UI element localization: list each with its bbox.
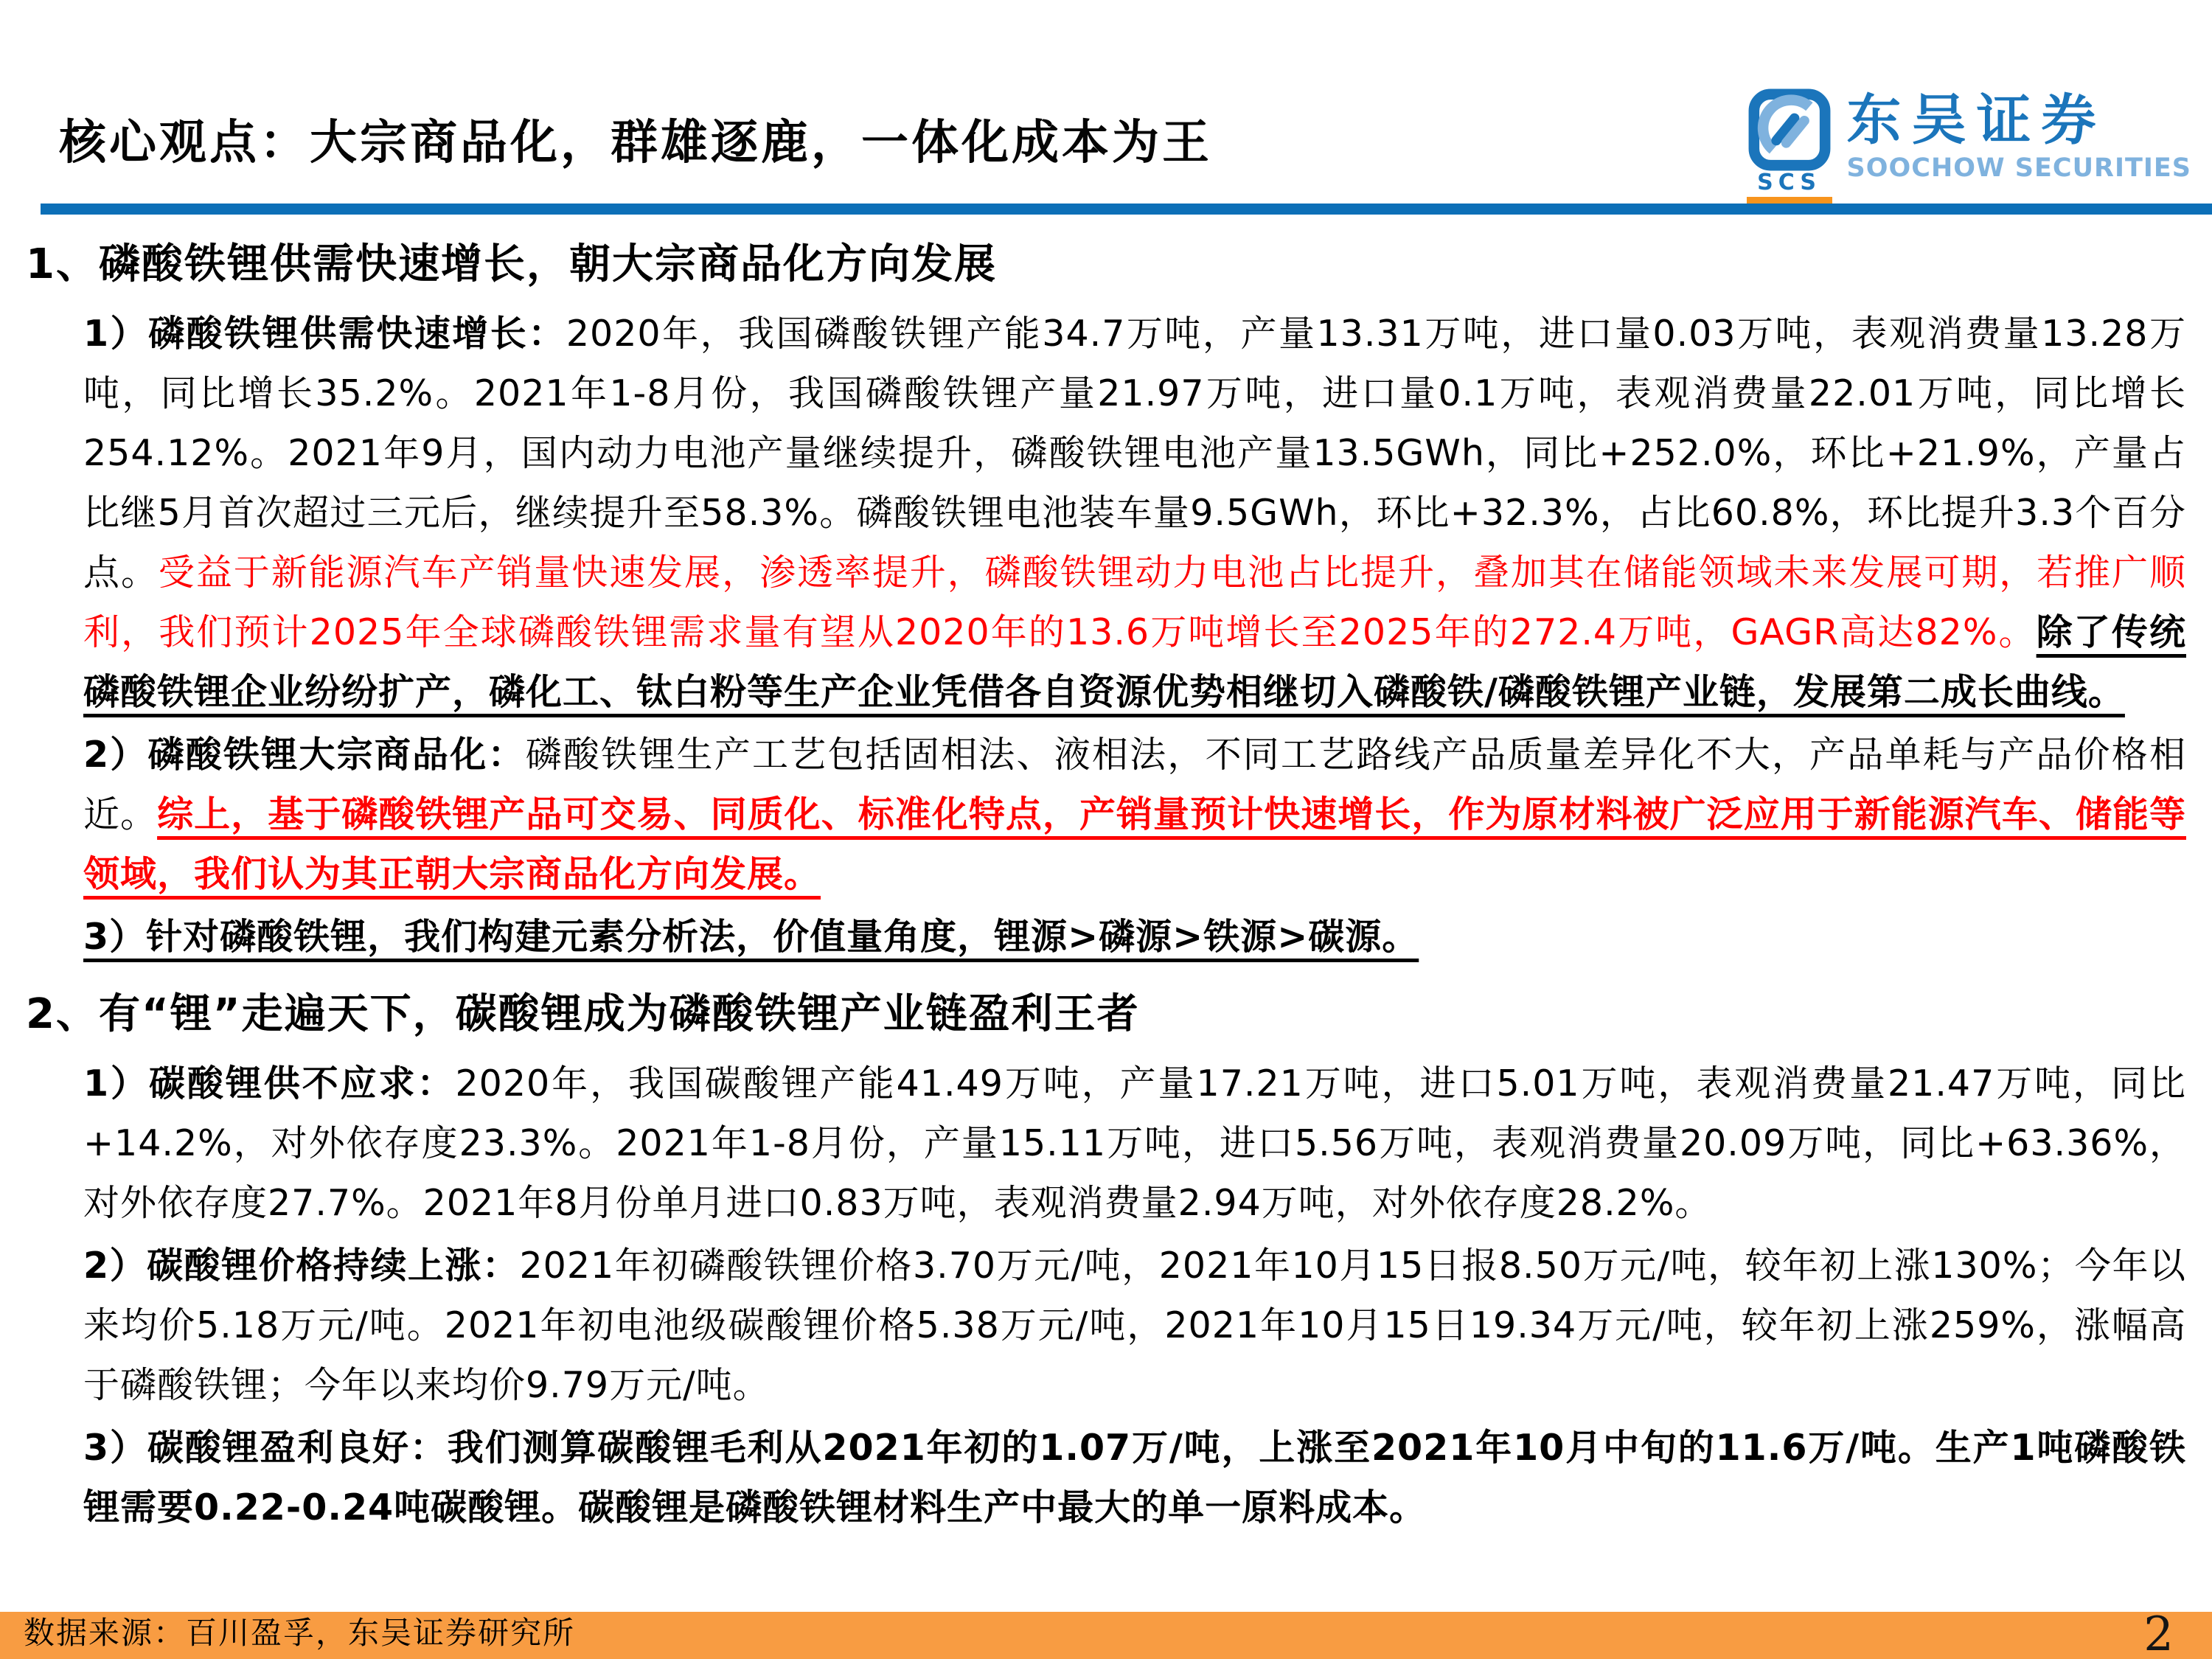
text-run: 2020年，我国磷酸铁锂产能34.7万吨，产量13.31万吨，进口量0.03万吨，表观消费量13.28万吨，同比增长35.2%。2021年1-8月份，我国磷酸铁锂产量21.97万吨，进口量0.1万吨，表观消费量22.01万吨，同比增长254.12%。2021年9月，国内动力电池产量继续提升，磷酸铁锂电池产量13.5GWh，同比+252.0%，环比+21.9%，产量占比继5月首次超过三元后，继续提升至58.3%。磷酸铁锂电池装车量9.5GWh，环比+32.3%，占比60.8%，环比提升3.3个百分点。 — [83, 313, 2186, 594]
logo-abbr-text: SCS — [1757, 170, 1821, 195]
text-run: 3）碳酸锂盈利良好：我们测算碳酸锂毛利从2021年初的1.07万/吨，上涨至2021年10月中旬的11.6万/吨。生产1吨磷酸铁锂需要0.22-0.24吨碳酸锂。碳酸锂是磷酸铁锂材料生产中最大的单一原料成本。 — [83, 1427, 2186, 1528]
paragraph — [83, 1418, 2186, 1537]
content — [26, 233, 2186, 1540]
text-run: 受益于新能源汽车产销量快速发展，渗透率提升，磷酸铁锂动力电池占比提升，叠加其在储能领域未来发展可期，若推广顺利，我们预计2025年全球磷酸铁锂需求量有望从2020年的13.6万吨增长至2025年的272.4万吨，GAGR高达82%。 — [83, 552, 2186, 653]
text-run: 2）碳酸锂价格持续上涨： — [83, 1245, 520, 1287]
section-heading: 2、有“锂”走遍天下，碳酸锂成为磷酸铁锂产业链盈利王者 — [26, 990, 1140, 1038]
logo-english-name: SOOCHOW SECURITIES — [1846, 153, 2191, 183]
text-run: 2020年，我国碳酸锂产能41.49万吨，产量17.21万吨，进口5.01万吨，表观消费量21.47万吨，同比+14.2%，对外依存度23.3%。2021年1-8月份，产量15.11万吨，进口5.56万吨，表观消费量20.09万吨，同比+63.36%，对外依存度27.7%。2021年8月份单月进口0.83万吨，表观消费量2.94万吨，对外依存度28.2%。 — [83, 1062, 2186, 1224]
section-heading: 1、磷酸铁锂供需快速增长，朝大宗商品化方向发展 — [26, 240, 997, 288]
paragraph — [83, 907, 2186, 967]
text-run: 2021年初磷酸铁锂价格3.70万元/吨，2021年10月15日报8.50万元/吨，较年初上涨130%；今年以来均价5.18万元/吨。2021年初电池级碳酸锂价格5.38万元/吨，2021年10月15日19.34万元/吨，较年初上涨259%，涨幅高于磷酸铁锂；今年以来均价9.79万元/吨。 — [83, 1245, 2186, 1406]
paragraph — [83, 725, 2186, 904]
logo-text — [1847, 88, 2191, 183]
logo-chinese-name: 东吴证券 — [1846, 88, 2107, 152]
data-source-note: 数据来源：百川盈孚，东吴证券研究所 — [24, 1615, 576, 1651]
paragraph — [83, 1054, 2186, 1233]
paragraph — [83, 1236, 2186, 1415]
soochow-logo-mark — [1745, 88, 1834, 204]
soochow-logo-icon — [1748, 88, 1831, 171]
header-divider-rule — [41, 204, 2212, 215]
text-run: 1）碳酸锂供不应求： — [83, 1062, 456, 1105]
text-run: 1）磷酸铁锂供需快速增长： — [83, 313, 566, 355]
paragraph — [83, 304, 2186, 722]
page-title: 核心观点：大宗商品化，群雄逐鹿，一体化成本为王 — [59, 116, 1212, 170]
page-number: 2 — [2143, 1607, 2174, 1659]
text-run: 3）针对磷酸铁锂，我们构建元素分析法，价值量角度，锂源>磷源>铁源>碳源。 — [83, 916, 1419, 958]
text-run: 除了传统磷酸铁锂企业纷纷扩产，磷化工、钛白粉等生产企业凭借各自资源优势相继切入磷酸铁/磷酸铁锂产业链，发展第二成长曲线。 — [83, 611, 2186, 713]
text-run: 综上，基于磷酸铁锂产品可交易、同质化、标准化特点，产销量预计快速增长，作为原材料被广泛应用于新能源汽车、储能等领域，我们认为其正朝大宗商品化方向发展。 — [83, 793, 2186, 895]
text-run: 2）磷酸铁锂大宗商品化： — [83, 734, 526, 776]
text-run: 磷酸铁锂生产工艺包括固相法、液相法，不同工艺路线产品质量差异化不大，产品单耗与产品价格相近。 — [83, 734, 2186, 835]
logo-orange-bar — [1747, 197, 1832, 204]
soochow-securities-logo — [1745, 88, 2191, 204]
